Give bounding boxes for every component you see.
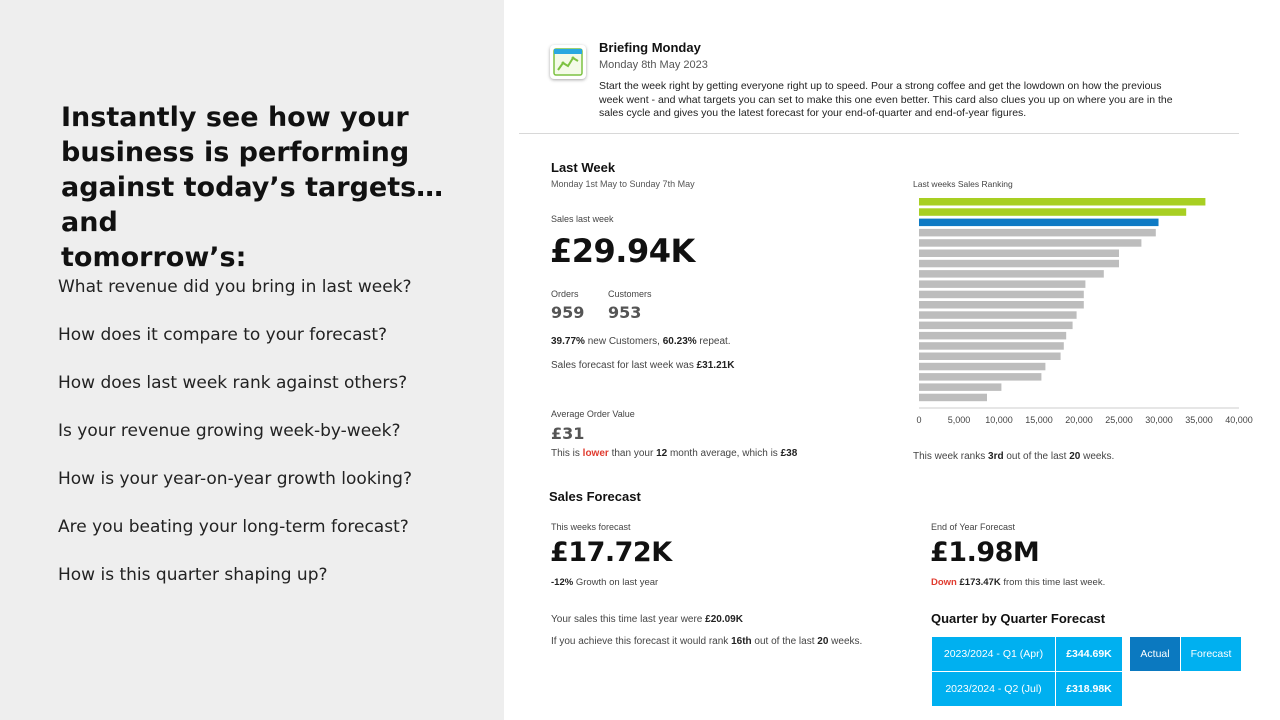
- ranking-bar: [919, 270, 1104, 278]
- eoy-value: £1.98M: [930, 537, 1040, 568]
- forecast-rank: If you achieve this forecast it would rank 16th out of the last 20 weeks.: [551, 636, 863, 647]
- x-tick-label: 30,000: [1145, 415, 1173, 425]
- ranking-bar: [919, 342, 1064, 350]
- last-week-title: Last Week: [551, 160, 616, 175]
- last-year-sales: Your sales this time last year were £20.09K: [551, 614, 743, 625]
- orders-label: Orders: [551, 289, 579, 299]
- ranking-bar: [919, 280, 1085, 288]
- x-tick-label: 5,000: [947, 415, 971, 425]
- question-item: What revenue did you bring in last week?: [58, 277, 412, 297]
- customers-value: 953: [608, 303, 642, 322]
- ranking-bar: [919, 394, 987, 402]
- last-week-forecast: Sales forecast for last week was £31.21K: [551, 360, 735, 371]
- chart-card-icon: [550, 45, 586, 79]
- legend-forecast: Forecast: [1181, 637, 1241, 671]
- sales-forecast-title: Sales Forecast: [549, 489, 641, 504]
- week-forecast-label: This weeks forecast: [551, 522, 631, 532]
- aov-value: £31: [551, 424, 585, 443]
- ranking-bar: [919, 383, 1001, 391]
- quarter-value-cell: £344.69K: [1056, 637, 1122, 671]
- ranking-bar: [919, 219, 1159, 227]
- week-forecast-value: £17.72K: [550, 537, 672, 568]
- ranking-bar: [919, 301, 1084, 309]
- card-date: Monday 8th May 2023: [599, 59, 708, 71]
- sales-label: Sales last week: [551, 214, 614, 224]
- sales-value: £29.94K: [550, 232, 695, 270]
- customers-label: Customers: [608, 289, 652, 299]
- ranking-bar: [919, 229, 1156, 237]
- x-tick-label: 25,000: [1105, 415, 1133, 425]
- legend-actual: Actual: [1130, 637, 1180, 671]
- card-description: Start the week right by getting everyone right up to speed. Pour a strong coffee and get the lowdown on how the previous week went - and what targets you can set to make this one even better. This card also clues you up on where you are in the sales cycle and gives you the latest forecast for your end-of-quarter and end-of-year figures.: [599, 80, 1173, 119]
- ranking-bar: [919, 291, 1084, 299]
- left-heading: [61, 100, 481, 275]
- aov-label: Average Order Value: [551, 409, 635, 419]
- quarter-label-cell: 2023/2024 - Q1 (Apr): [932, 637, 1055, 671]
- heading-line: against today’s targets…and: [61, 172, 444, 238]
- ranking-bar: [919, 363, 1045, 371]
- customer-split: 39.77% new Customers, 60.23% repeat.: [551, 336, 731, 347]
- ranking-chart: [905, 192, 1265, 450]
- ranking-bar: [919, 322, 1073, 330]
- heading-line: business is performing: [61, 137, 410, 168]
- ranking-bar: [919, 239, 1141, 247]
- quarter-forecast-title: Quarter by Quarter Forecast: [931, 611, 1106, 626]
- question-item: Is your revenue growing week-by-week?: [58, 421, 401, 441]
- ranking-bar: [919, 353, 1061, 361]
- x-tick-label: 10,000: [985, 415, 1013, 425]
- ranking-bar: [919, 250, 1119, 258]
- ranking-caption: This week ranks 3rd out of the last 20 weeks.: [913, 451, 1115, 462]
- orders-value: 959: [551, 303, 585, 322]
- ranking-bar: [919, 311, 1077, 319]
- question-item: How is your year-on-year growth looking?: [58, 469, 412, 489]
- heading-line: Instantly see how your: [61, 102, 409, 133]
- eoy-change: Down £173.47K from this time last week.: [931, 577, 1106, 588]
- quarter-value-cell: £318.98K: [1056, 672, 1122, 706]
- aov-comparison: This is lower than your 12 month average, which is £38: [551, 448, 798, 459]
- card-title: Briefing Monday: [599, 40, 701, 55]
- eoy-label: End of Year Forecast: [931, 522, 1016, 532]
- ranking-bar: [919, 260, 1119, 268]
- ranking-bar: [919, 332, 1066, 340]
- ranking-bar: [919, 208, 1186, 216]
- last-week-range: Monday 1st May to Sunday 7th May: [551, 179, 695, 189]
- ranking-bar: [919, 198, 1205, 206]
- ranking-chart-title: Last weeks Sales Ranking: [913, 179, 1013, 189]
- ranking-bar: [919, 373, 1041, 381]
- growth-text: -12% Growth on last year: [551, 577, 659, 588]
- heading-line: tomorrow’s:: [61, 242, 247, 273]
- x-tick-label: 15,000: [1025, 415, 1053, 425]
- question-item: How is this quarter shaping up?: [58, 565, 328, 585]
- question-item: Are you beating your long-term forecast?: [58, 517, 409, 537]
- quarter-label-cell: 2023/2024 - Q2 (Jul): [932, 672, 1055, 706]
- x-tick-label: 20,000: [1065, 415, 1093, 425]
- divider: [519, 133, 1239, 134]
- x-tick-label: 35,000: [1185, 415, 1213, 425]
- question-item: How does last week rank against others?: [58, 373, 408, 393]
- question-item: How does it compare to your forecast?: [58, 325, 388, 345]
- x-tick-label: 0: [916, 415, 922, 425]
- x-tick-label: 40,000: [1225, 415, 1253, 425]
